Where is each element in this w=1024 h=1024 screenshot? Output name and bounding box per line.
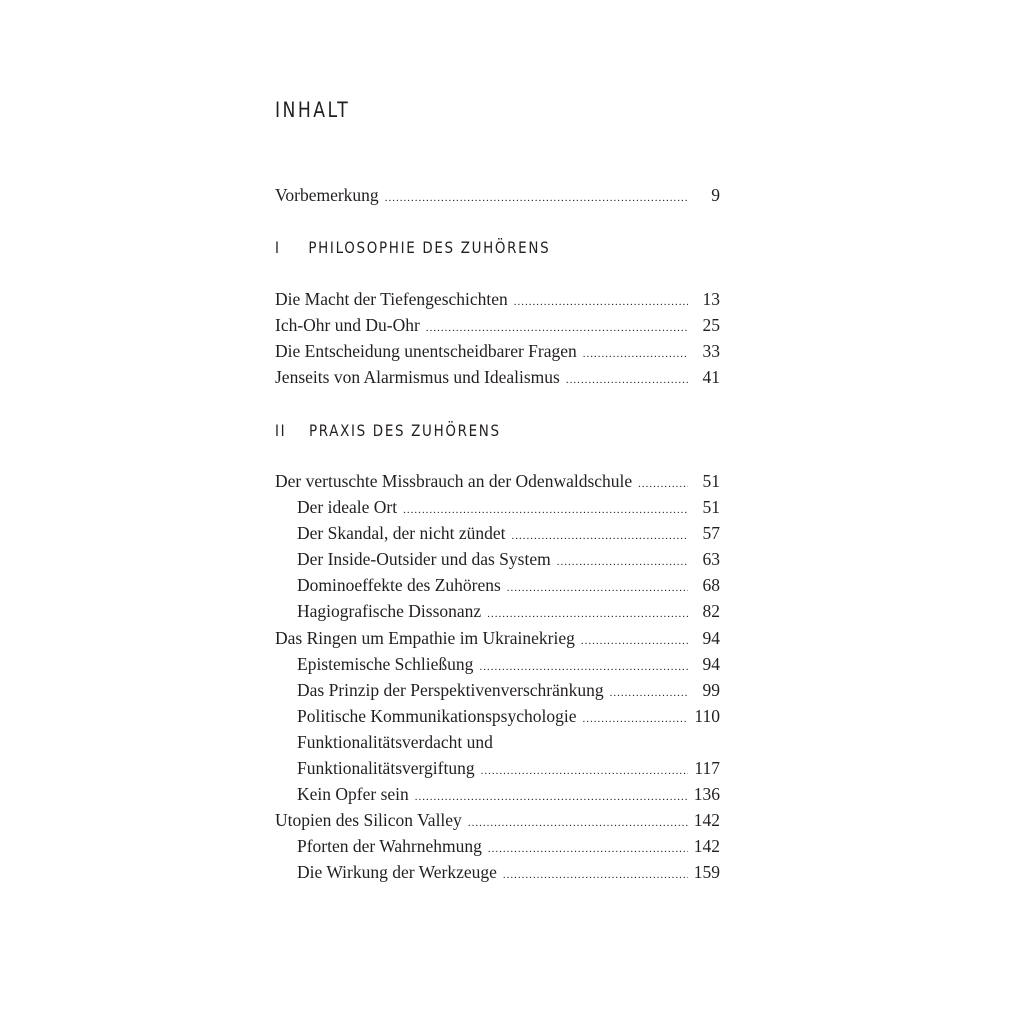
toc-entry-page: 57 [702, 523, 720, 543]
toc-entry-label: Utopien des Silicon Valley [275, 810, 462, 830]
toc-subentry [275, 651, 720, 677]
toc-entry-page: 142 [693, 810, 720, 830]
toc-entry-label: Der vertuschte Missbrauch an der Odenwaldschule [275, 471, 633, 491]
toc-entry-label: Ich-Ohr und Du-Ohr [275, 315, 420, 335]
section-title: PHILOSOPHIE DES ZUHÖRENS [308, 238, 551, 257]
toc-entry-page: 25 [702, 315, 720, 335]
toc-subentry [275, 859, 720, 885]
toc-entry-page: 13 [702, 289, 720, 309]
toc-entry-label: Pforten der Wahrnehmung [297, 836, 482, 856]
toc-entry-label: Der Skandal, der nicht zündet [297, 523, 506, 543]
toc-entry-label: Funktionalitätsvergiftung [297, 758, 475, 778]
toc-entry [275, 286, 720, 312]
toc-entry-page: 159 [693, 862, 720, 882]
page-title: INHALT [275, 98, 351, 122]
toc-entry-label: Das Ringen um Empathie im Ukrainekrieg [275, 628, 575, 648]
toc-entry-page: 142 [693, 836, 720, 856]
toc-subentry [275, 520, 720, 546]
toc-entry-page: 51 [702, 497, 720, 517]
toc-entry [275, 468, 720, 494]
toc-entry-label: Dominoeffekte des Zuhörens [297, 575, 501, 595]
dot-leader [503, 862, 688, 888]
toc-subentry [275, 598, 720, 624]
dot-leader [487, 601, 688, 627]
toc-entry-label: Der ideale Ort [297, 497, 398, 517]
toc-entry-page: 117 [694, 758, 720, 778]
toc-entry-label: Jenseits von Alarmismus und Idealismus [275, 367, 560, 387]
section-heading-2 [275, 421, 501, 440]
toc-subentry [275, 703, 720, 729]
toc-entry [275, 364, 720, 390]
toc-entry-page: 136 [693, 784, 720, 804]
toc-entry-label: Die Wirkung der Werkzeuge [297, 862, 497, 882]
toc-entry-label: Die Entscheidung unentscheidbarer Fragen [275, 341, 577, 361]
toc-entry-label: Die Macht der Tiefengeschichten [275, 289, 508, 309]
toc-subentry [275, 729, 720, 755]
toc-entry-page: 9 [711, 185, 720, 205]
toc-entry [275, 338, 720, 364]
toc-entry-page: 99 [702, 680, 720, 700]
toc-entry-label: Kein Opfer sein [297, 784, 409, 804]
toc-entry-page: 82 [702, 601, 720, 621]
toc-entry-page: 68 [702, 575, 720, 595]
toc-entry [275, 625, 720, 651]
toc-entry [275, 312, 720, 338]
toc-subentry [275, 677, 720, 703]
toc-entry-preface [275, 182, 720, 208]
toc-entry-page: 41 [702, 367, 720, 387]
table-of-contents-page [275, 0, 720, 1024]
toc-subentry [275, 755, 720, 781]
section-title: PRAXIS DES ZUHÖRENS [308, 421, 501, 440]
toc-entry-label: Epistemische Schließung [297, 654, 474, 674]
toc-entry-label: Funktionalitätsverdacht und [297, 732, 493, 752]
toc-entry-page: 110 [694, 706, 720, 726]
section-heading-1 [275, 238, 550, 257]
toc-entry-page: 33 [702, 341, 720, 361]
toc-entry [275, 807, 720, 833]
toc-subentry [275, 781, 720, 807]
toc-entry-page: 51 [702, 471, 720, 491]
toc-entry-label: Politische Kommunikationspsychologie [297, 706, 577, 726]
toc-subentry [275, 494, 720, 520]
toc-entry-label: Hagiografische Dissonanz [297, 601, 482, 621]
section-numeral: I [275, 238, 281, 257]
section-numeral: II [275, 421, 287, 440]
toc-subentry [275, 572, 720, 598]
toc-entry-label: Der Inside-Outsider und das System [297, 549, 551, 569]
toc-entry-page: 63 [702, 549, 720, 569]
dot-leader [566, 367, 688, 393]
toc-entry-label: Das Prinzip der Perspektivenverschränkung [297, 680, 604, 700]
toc-entry-page: 94 [702, 654, 720, 674]
toc-entry-label: Vorbemerkung [275, 185, 379, 205]
toc-subentry [275, 546, 720, 572]
toc-entry-page: 94 [702, 628, 720, 648]
dot-leader [385, 185, 688, 211]
toc-subentry [275, 833, 720, 859]
